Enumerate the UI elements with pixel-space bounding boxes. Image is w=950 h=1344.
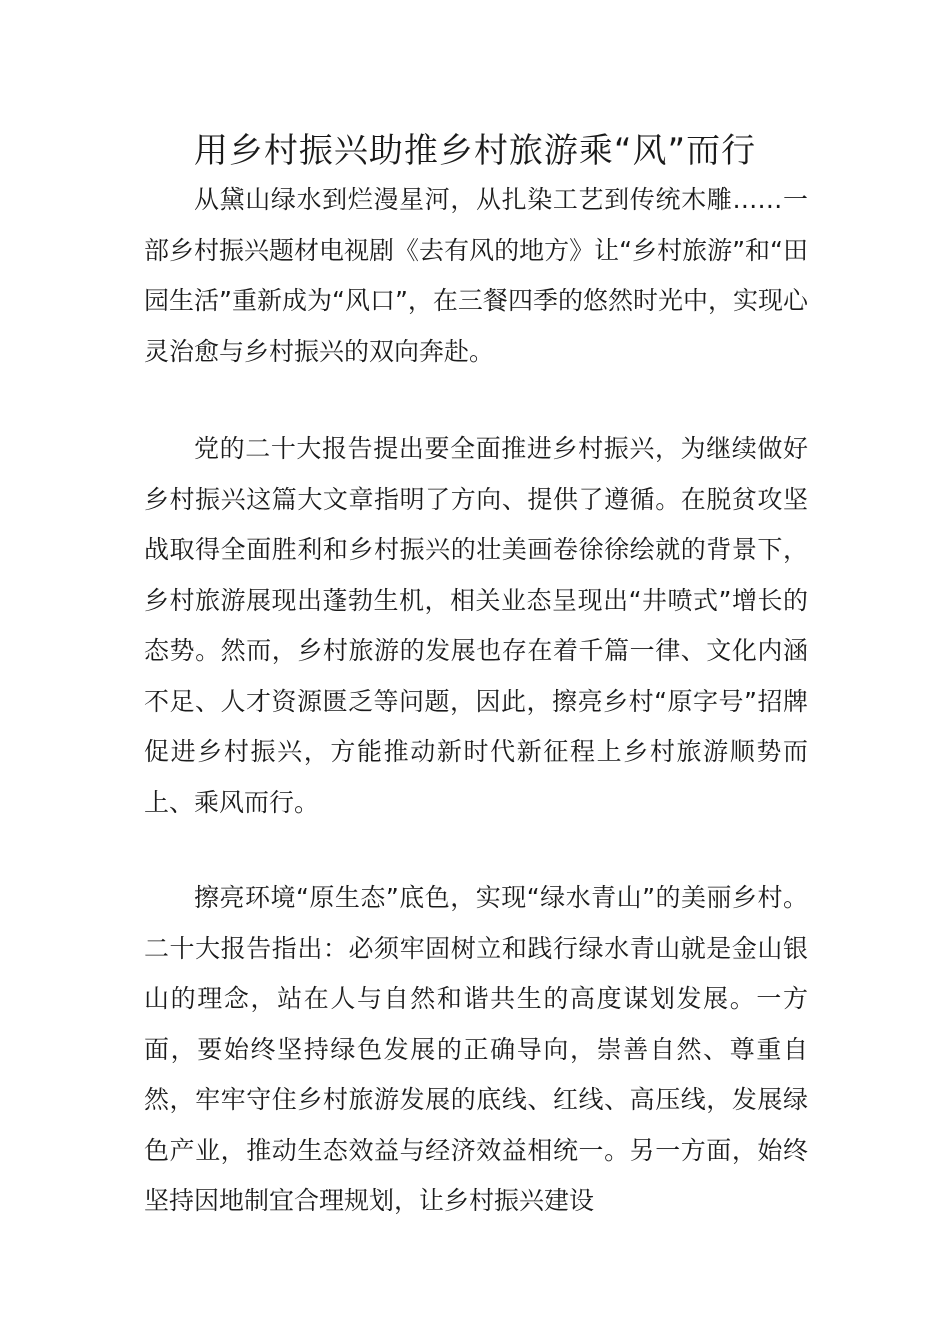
document-title: 用乡村振兴助推乡村旅游乘“风”而行	[193, 131, 757, 171]
paragraph-intro: 从黛山绿水到烂漫星河，从扎染工艺到传统木雕……一部乡村振兴题材电视剧《去有风的地方》让“乡村旅游”和“田园生活”重新成为“风口”，在三餐四季的悠然时光中，实现心灵治愈与乡村振兴的双向奔赴。	[144, 185, 808, 366]
paragraph-environment: 擦亮环境“原生态”底色，实现“绿水青山”的美丽乡村。二十大报告指出：必须牢固树立和践行绿水青山就是金山银山的理念，站在人与自然和谐共生的高度谋划发展。一方面，要始终坚持绿色发展的正确导向，崇善自然、尊重自然，牢牢守住乡村旅游发展的底线、红线、高压线，发展绿色产业，推动生态效益与经济效益相统一。另一方面，始终坚持因地制宜合理规划，让乡村振兴建设	[144, 883, 808, 1215]
paragraph-report: 党的二十大报告提出要全面推进乡村振兴，为继续做好乡村振兴这篇大文章指明了方向、提供了遵循。在脱贫攻坚战取得全面胜利和乡村振兴的壮美画卷徐徐绘就的背景下，乡村旅游展现出蓬勃生机，相关业态呈现出“井喷式”增长的态势。然而，乡村旅游的发展也存在着千篇一律、文化内涵不足、人才资源匮乏等问题，因此，擦亮乡村“原字号”招牌促进乡村振兴，方能推动新时代新征程上乡村旅游顺势而上、乘风而行。	[144, 434, 808, 817]
